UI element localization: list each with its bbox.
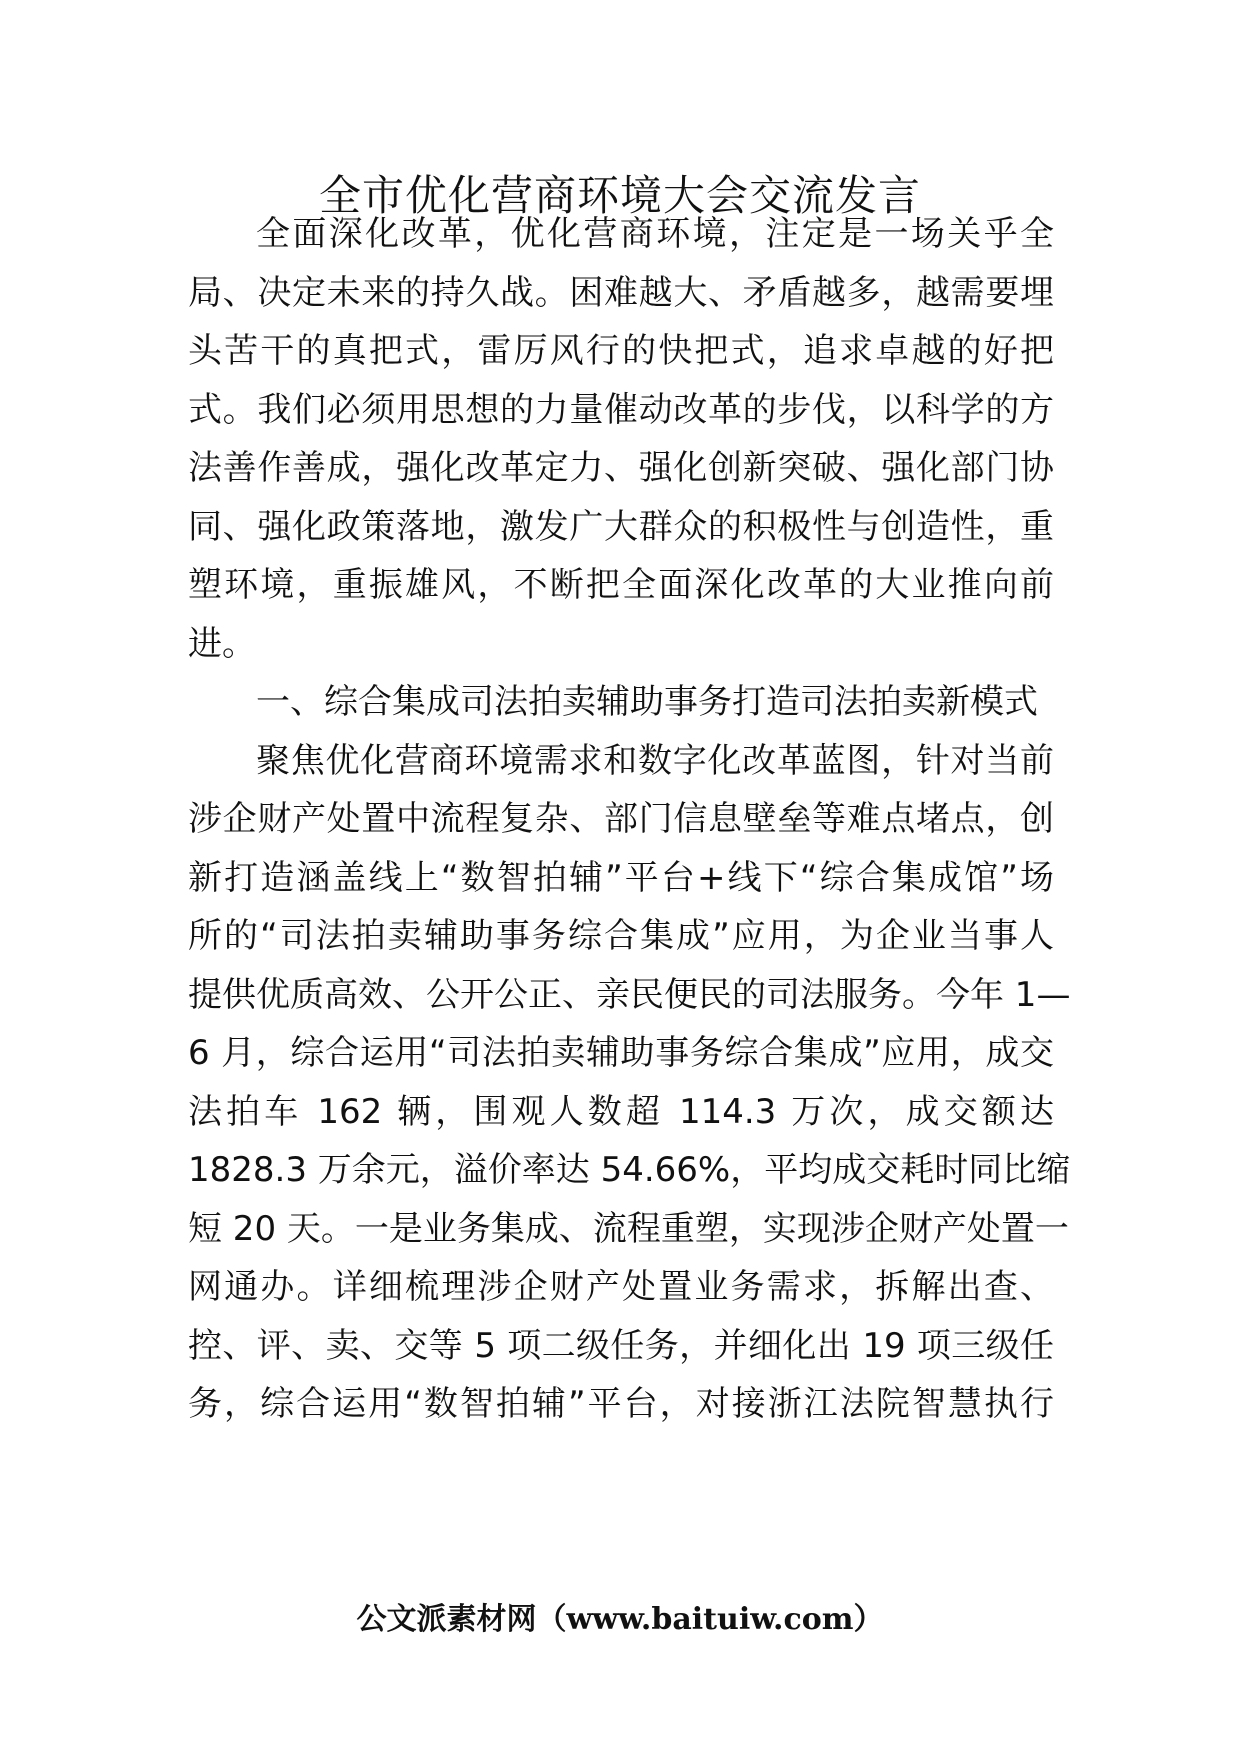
paragraph-line: 同、强化政策落地，激发广大群众的积极性与创造性，重	[188, 507, 1054, 547]
paragraph-line: 所的“司法拍卖辅助事务综合集成”应用，为企业当事人	[188, 916, 1054, 956]
paragraph-line: 短 20 天。一是业务集成、流程重塑，实现涉企财产处置一	[188, 1209, 1069, 1249]
paragraph-line: 法善作善成，强化改革定力、强化创新突破、强化部门协	[188, 448, 1054, 488]
paragraph-line: 式。我们必须用思想的力量催动改革的步伐，以科学的方	[188, 390, 1054, 430]
paragraph-line: 法拍车 162 辆，围观人数超 114.3 万次，成交额达	[188, 1092, 1054, 1132]
paragraph-line: 头苦干的真把式，雷厉风行的快把式，追求卓越的好把	[188, 331, 1054, 371]
paragraph-line: 涉企财产处置中流程复杂、部门信息壁垒等难点堵点，创	[188, 799, 1054, 839]
paragraph-line: 网通办。详细梳理涉企财产处置业务需求，拆解出查、	[188, 1267, 1054, 1307]
page-footer: 公文派素材网（www.baituiw.com）	[356, 1602, 884, 1637]
paragraph-line: 6 月，综合运用“司法拍卖辅助事务综合集成”应用，成交	[188, 1033, 1054, 1073]
paragraph-line: 务，综合运用“数智拍辅”平台，对接浙江法院智慧执行	[188, 1384, 1054, 1424]
paragraph-line: 控、评、卖、交等 5 项二级任务，并细化出 19 项三级任	[188, 1326, 1054, 1366]
paragraph-line: 塑环境，重振雄风，不断把全面深化改革的大业推向前	[188, 565, 1054, 605]
paragraph-line: 提供优质高效、公开公正、亲民便民的司法服务。今年 1—	[188, 975, 1071, 1015]
paragraph-line: 新打造涵盖线上“数智拍辅”平台+线下“综合集成馆”场	[188, 858, 1054, 898]
paragraph-line: 局、决定未来的持久战。困难越大、矛盾越多，越需要埋	[188, 273, 1054, 313]
paragraph-line: 进。	[188, 624, 256, 664]
section-heading: 一、综合集成司法拍卖辅助事务打造司法拍卖新模式	[256, 682, 1038, 722]
paragraph-line: 全面深化改革，优化营商环境，注定是一场关乎全	[256, 214, 1054, 254]
paragraph-line: 1828.3 万余元，溢价率达 54.66%，平均成交耗时同比缩	[188, 1150, 1071, 1190]
document-title: 全市优化营商环境大会交流发言	[318, 171, 921, 220]
paragraph-line: 聚焦优化营商环境需求和数字化改革蓝图，针对当前	[256, 741, 1054, 781]
